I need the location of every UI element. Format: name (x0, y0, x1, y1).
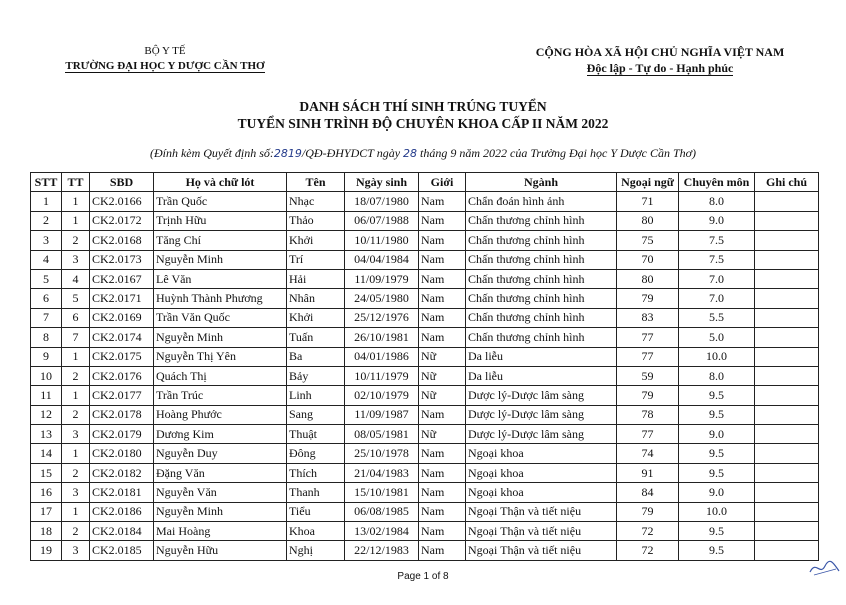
cell-stt: 2 (31, 211, 62, 230)
cell-gioi: Nam (419, 502, 466, 521)
cell-ngoaingu: 78 (617, 405, 679, 424)
table-row (31, 347, 819, 366)
cell-chuyenmon: 8.0 (679, 192, 755, 211)
cell-ghichu (755, 386, 819, 405)
cell-gioi: Nam (419, 289, 466, 308)
cell-sbd: CK2.0181 (90, 483, 154, 502)
cell-stt: 9 (31, 347, 62, 366)
cell-ngaysinh: 02/10/1979 (345, 386, 419, 405)
cell-tt: 3 (62, 483, 90, 502)
cell-nganh: Ngoại Thận và tiết niệu (466, 502, 617, 521)
col-ngoaingu: Ngoại ngữ (617, 173, 679, 192)
cell-ho: Mai Hoàng (154, 522, 287, 541)
cell-chuyenmon: 10.0 (679, 502, 755, 521)
cell-nganh: Chấn thương chỉnh hình (466, 328, 617, 347)
cell-ho: Tăng Chí (154, 231, 287, 250)
header-right (495, 44, 825, 76)
cell-ten: Ba (287, 347, 345, 366)
cell-tt: 6 (62, 308, 90, 327)
cell-gioi: Nam (419, 211, 466, 230)
cell-gioi: Nam (419, 405, 466, 424)
cell-ghichu (755, 308, 819, 327)
cell-ngaysinh: 10/11/1980 (345, 231, 419, 250)
col-stt: STT (31, 173, 62, 192)
cell-stt: 17 (31, 502, 62, 521)
cell-ngoaingu: 79 (617, 386, 679, 405)
cell-stt: 15 (31, 463, 62, 482)
cell-ngaysinh: 13/02/1984 (345, 522, 419, 541)
cell-ten: Đông (287, 444, 345, 463)
cell-ghichu (755, 269, 819, 288)
document-subtitle: TUYỂN SINH TRÌNH ĐỘ CHUYÊN KHOA CẤP II NĂM 2022 (237, 116, 609, 131)
cell-ho: Huỳnh Thành Phương (154, 289, 287, 308)
cell-chuyenmon: 9.0 (679, 425, 755, 444)
cell-chuyenmon: 7.5 (679, 250, 755, 269)
cell-chuyenmon: 5.0 (679, 328, 755, 347)
cell-nganh: Dược lý-Dược lâm sàng (466, 405, 617, 424)
ministry-name: BỘ Y TẾ (144, 45, 186, 57)
table-row (31, 541, 819, 560)
col-sbd: SBD (90, 173, 154, 192)
cell-sbd: CK2.0169 (90, 308, 154, 327)
cell-ngoaingu: 77 (617, 347, 679, 366)
cell-gioi: Nữ (419, 366, 466, 385)
cell-chuyenmon: 9.0 (679, 211, 755, 230)
cell-chuyenmon: 9.5 (679, 444, 755, 463)
cell-stt: 13 (31, 425, 62, 444)
cell-ho: Lê Văn (154, 269, 287, 288)
decision-number: 2819 (273, 147, 302, 160)
cell-ngaysinh: 18/07/1980 (345, 192, 419, 211)
cell-chuyenmon: 9.5 (679, 522, 755, 541)
cell-ngoaingu: 70 (617, 250, 679, 269)
cell-ngoaingu: 83 (617, 308, 679, 327)
cell-ho: Nguyễn Thị Yên (154, 347, 287, 366)
cell-tt: 3 (62, 250, 90, 269)
cell-ngoaingu: 75 (617, 231, 679, 250)
cell-tt: 1 (62, 502, 90, 521)
candidate-table (30, 172, 819, 561)
table-row (31, 386, 819, 405)
table-header-row (31, 173, 819, 192)
cell-gioi: Nam (419, 541, 466, 560)
cell-gioi: Nam (419, 308, 466, 327)
cell-ghichu (755, 522, 819, 541)
cell-ten: Nhân (287, 289, 345, 308)
cell-chuyenmon: 9.0 (679, 483, 755, 502)
cell-ghichu (755, 463, 819, 482)
cell-ngaysinh: 11/09/1979 (345, 269, 419, 288)
cell-ho: Trần Văn Quốc (154, 308, 287, 327)
cell-tt: 2 (62, 463, 90, 482)
cell-chuyenmon: 9.5 (679, 463, 755, 482)
cell-ngoaingu: 74 (617, 444, 679, 463)
cell-chuyenmon: 7.5 (679, 231, 755, 250)
cell-ten: Thích (287, 463, 345, 482)
cell-ngoaingu: 79 (617, 289, 679, 308)
cell-ngaysinh: 04/04/1984 (345, 250, 419, 269)
col-ten: Tên (287, 173, 345, 192)
col-ghichu: Ghi chú (755, 173, 819, 192)
cell-ten: Khởi (287, 308, 345, 327)
cell-nganh: Chấn thương chỉnh hình (466, 289, 617, 308)
cell-ten: Nhạc (287, 192, 345, 211)
cell-ho: Dương Kim (154, 425, 287, 444)
cell-ho: Nguyễn Hữu (154, 541, 287, 560)
cell-sbd: CK2.0174 (90, 328, 154, 347)
table-row (31, 502, 819, 521)
cell-ghichu (755, 347, 819, 366)
cell-stt: 5 (31, 269, 62, 288)
initials-signature-icon (808, 556, 842, 578)
cell-nganh: Dược lý-Dược lâm sàng (466, 386, 617, 405)
cell-chuyenmon: 9.5 (679, 405, 755, 424)
cell-sbd: CK2.0173 (90, 250, 154, 269)
cell-ngaysinh: 10/11/1979 (345, 366, 419, 385)
cell-ngaysinh: 25/12/1976 (345, 308, 419, 327)
cell-ten: Khoa (287, 522, 345, 541)
cell-ten: Thuật (287, 425, 345, 444)
table-row (31, 328, 819, 347)
cell-ten: Tuấn (287, 328, 345, 347)
cell-ten: Hải (287, 269, 345, 288)
national-motto: Độc lập - Tự do - Hạnh phúc (586, 61, 734, 75)
table-row (31, 250, 819, 269)
cell-sbd: CK2.0172 (90, 211, 154, 230)
cell-ngaysinh: 08/05/1981 (345, 425, 419, 444)
cell-ho: Nguyễn Minh (154, 502, 287, 521)
cell-tt: 1 (62, 192, 90, 211)
cell-gioi: Nam (419, 328, 466, 347)
university-name: TRƯỜNG ĐẠI HỌC Y DƯỢC CẦN THƠ (65, 60, 265, 72)
col-ho: Họ và chữ lót (154, 173, 287, 192)
table-row (31, 269, 819, 288)
header-left (40, 44, 290, 74)
cell-tt: 4 (62, 269, 90, 288)
cell-sbd: CK2.0186 (90, 502, 154, 521)
cell-tt: 1 (62, 386, 90, 405)
cell-nganh: Dược lý-Dược lâm sàng (466, 425, 617, 444)
cell-nganh: Ngoại khoa (466, 444, 617, 463)
cell-ngaysinh: 06/08/1985 (345, 502, 419, 521)
cell-tt: 1 (62, 347, 90, 366)
cell-ho: Hoàng Phước (154, 405, 287, 424)
col-ngaysinh: Ngày sinh (345, 173, 419, 192)
cell-ghichu (755, 405, 819, 424)
cell-ghichu (755, 328, 819, 347)
cell-sbd: CK2.0178 (90, 405, 154, 424)
cell-gioi: Nam (419, 269, 466, 288)
country-name: CỘNG HÒA XÃ HỘI CHỦ NGHĨA VIỆT NAM (535, 45, 785, 59)
cell-ho: Quách Thị (154, 366, 287, 385)
col-tt: TT (62, 173, 90, 192)
cell-nganh: Chấn thương chỉnh hình (466, 250, 617, 269)
cell-ten: Khởi (287, 231, 345, 250)
cell-ho: Trịnh Hữu (154, 211, 287, 230)
cell-stt: 18 (31, 522, 62, 541)
cell-gioi: Nam (419, 483, 466, 502)
cell-ho: Nguyễn Văn (154, 483, 287, 502)
cell-tt: 2 (62, 231, 90, 250)
cell-nganh: Ngoại khoa (466, 483, 617, 502)
cell-ghichu (755, 289, 819, 308)
cell-ghichu (755, 250, 819, 269)
cell-chuyenmon: 7.0 (679, 289, 755, 308)
cell-ho: Nguyễn Minh (154, 328, 287, 347)
cell-stt: 16 (31, 483, 62, 502)
cell-sbd: CK2.0175 (90, 347, 154, 366)
cell-chuyenmon: 10.0 (679, 347, 755, 366)
cell-ho: Trần Quốc (154, 192, 287, 211)
cell-nganh: Chẩn đoán hình ảnh (466, 192, 617, 211)
cell-ngoaingu: 80 (617, 211, 679, 230)
document-title: DANH SÁCH THÍ SINH TRÚNG TUYỂN (299, 99, 547, 114)
cell-ngaysinh: 15/10/1981 (345, 483, 419, 502)
table-row (31, 405, 819, 424)
cell-nganh: Da liễu (466, 366, 617, 385)
cell-chuyenmon: 5.5 (679, 308, 755, 327)
cell-ghichu (755, 231, 819, 250)
cell-ho: Nguyễn Minh (154, 250, 287, 269)
cell-stt: 11 (31, 386, 62, 405)
cell-sbd: CK2.0182 (90, 463, 154, 482)
cell-ngaysinh: 25/10/1978 (345, 444, 419, 463)
cell-tt: 5 (62, 289, 90, 308)
cell-sbd: CK2.0166 (90, 192, 154, 211)
col-gioi: Giới (419, 173, 466, 192)
table-row (31, 444, 819, 463)
cell-chuyenmon: 7.0 (679, 269, 755, 288)
cell-nganh: Chấn thương chỉnh hình (466, 211, 617, 230)
table-row (31, 231, 819, 250)
cell-nganh: Ngoại Thận và tiết niệu (466, 522, 617, 541)
cell-ghichu (755, 444, 819, 463)
cell-ngoaingu: 72 (617, 541, 679, 560)
cell-ghichu (755, 211, 819, 230)
cell-ghichu (755, 192, 819, 211)
cell-stt: 4 (31, 250, 62, 269)
cell-stt: 7 (31, 308, 62, 327)
cell-tt: 2 (62, 366, 90, 385)
cell-tt: 7 (62, 328, 90, 347)
cell-stt: 6 (31, 289, 62, 308)
cell-sbd: CK2.0185 (90, 541, 154, 560)
cell-ten: Sang (287, 405, 345, 424)
cell-gioi: Nữ (419, 386, 466, 405)
cell-stt: 8 (31, 328, 62, 347)
cell-ngoaingu: 77 (617, 328, 679, 347)
cell-ngaysinh: 26/10/1981 (345, 328, 419, 347)
table-row (31, 483, 819, 502)
table-row (31, 463, 819, 482)
cell-chuyenmon: 9.5 (679, 386, 755, 405)
cell-ho: Trần Trúc (154, 386, 287, 405)
cell-nganh: Ngoại Thận và tiết niệu (466, 541, 617, 560)
cell-ghichu (755, 483, 819, 502)
cell-ten: Thanh (287, 483, 345, 502)
cell-ngaysinh: 04/01/1986 (345, 347, 419, 366)
cell-sbd: CK2.0176 (90, 366, 154, 385)
cell-stt: 19 (31, 541, 62, 560)
decision-day: 28 (403, 147, 418, 160)
cell-sbd: CK2.0167 (90, 269, 154, 288)
cell-ten: Trí (287, 250, 345, 269)
table-row (31, 308, 819, 327)
cell-ho: Đặng Văn (154, 463, 287, 482)
cell-stt: 10 (31, 366, 62, 385)
cell-ngaysinh: 24/05/1980 (345, 289, 419, 308)
cell-ngoaingu: 91 (617, 463, 679, 482)
cell-ghichu (755, 502, 819, 521)
cell-gioi: Nam (419, 231, 466, 250)
cell-tt: 2 (62, 522, 90, 541)
cell-tt: 3 (62, 425, 90, 444)
page-number: Page 1 of 8 (397, 571, 449, 582)
table-row (31, 192, 819, 211)
table-row (31, 425, 819, 444)
cell-chuyenmon: 8.0 (679, 366, 755, 385)
cell-ngoaingu: 72 (617, 522, 679, 541)
cell-gioi: Nam (419, 522, 466, 541)
cell-nganh: Chấn thương chỉnh hình (466, 231, 617, 250)
cell-ngoaingu: 84 (617, 483, 679, 502)
cell-ngoaingu: 59 (617, 366, 679, 385)
cell-nganh: Chấn thương chỉnh hình (466, 269, 617, 288)
cell-ten: Nghị (287, 541, 345, 560)
cell-gioi: Nam (419, 250, 466, 269)
table-row (31, 211, 819, 230)
cell-ghichu (755, 366, 819, 385)
cell-nganh: Chấn thương chỉnh hình (466, 308, 617, 327)
cell-sbd: CK2.0184 (90, 522, 154, 541)
cell-tt: 2 (62, 405, 90, 424)
cell-sbd: CK2.0180 (90, 444, 154, 463)
cell-gioi: Nam (419, 192, 466, 211)
cell-tt: 1 (62, 211, 90, 230)
cell-tt: 3 (62, 541, 90, 560)
cell-stt: 12 (31, 405, 62, 424)
table-row (31, 289, 819, 308)
cell-ngaysinh: 06/07/1988 (345, 211, 419, 230)
cell-ghichu (755, 425, 819, 444)
cell-sbd: CK2.0177 (90, 386, 154, 405)
cell-sbd: CK2.0168 (90, 231, 154, 250)
cell-nganh: Ngoại khoa (466, 463, 617, 482)
cell-gioi: Nam (419, 463, 466, 482)
cell-ho: Nguyễn Duy (154, 444, 287, 463)
cell-ngoaingu: 71 (617, 192, 679, 211)
cell-gioi: Nam (419, 444, 466, 463)
cell-tt: 1 (62, 444, 90, 463)
cell-gioi: Nữ (419, 425, 466, 444)
cell-ngoaingu: 77 (617, 425, 679, 444)
cell-chuyenmon: 9.5 (679, 541, 755, 560)
cell-ten: Thảo (287, 211, 345, 230)
cell-ten: Linh (287, 386, 345, 405)
table-row (31, 522, 819, 541)
col-chuyenmon: Chuyên môn (679, 173, 755, 192)
cell-stt: 14 (31, 444, 62, 463)
cell-ten: Bảy (287, 366, 345, 385)
cell-nganh: Da liễu (466, 347, 617, 366)
decision-reference: (Đính kèm Quyết định số:2819/QĐ-ĐHYDCT ngày 28 tháng 9 năm 2022 của Trường Đại học Y Dược Cần Thơ) (149, 146, 697, 160)
cell-ten: Tiểu (287, 502, 345, 521)
table-row (31, 366, 819, 385)
cell-ngaysinh: 21/04/1983 (345, 463, 419, 482)
cell-ngaysinh: 22/12/1983 (345, 541, 419, 560)
cell-sbd: CK2.0179 (90, 425, 154, 444)
cell-ngoaingu: 79 (617, 502, 679, 521)
cell-sbd: CK2.0171 (90, 289, 154, 308)
cell-ngoaingu: 80 (617, 269, 679, 288)
cell-gioi: Nữ (419, 347, 466, 366)
cell-ngaysinh: 11/09/1987 (345, 405, 419, 424)
cell-stt: 1 (31, 192, 62, 211)
cell-stt: 3 (31, 231, 62, 250)
col-nganh: Ngành (466, 173, 617, 192)
